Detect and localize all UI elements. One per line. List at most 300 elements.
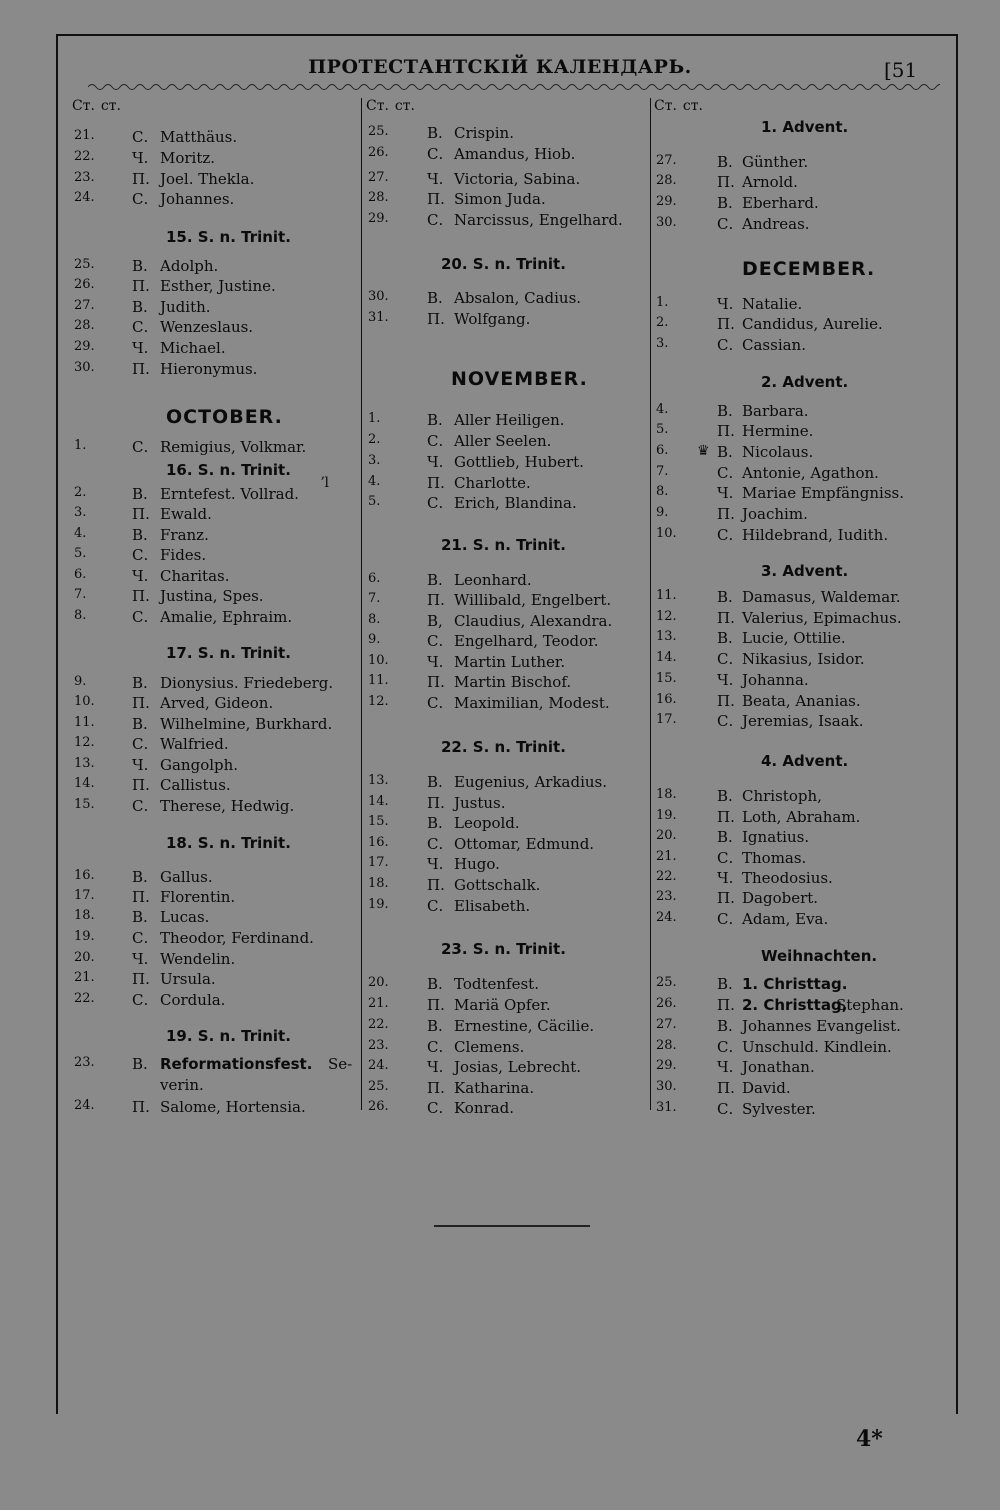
day-number: 2. bbox=[74, 485, 87, 500]
weekday-abbr: С. bbox=[132, 929, 149, 947]
saint-names: Claudius, Alexandra. bbox=[454, 612, 613, 630]
weekday-abbr: В. bbox=[717, 629, 733, 647]
day-entry bbox=[656, 671, 946, 691]
day-number: 18. bbox=[368, 876, 389, 891]
weekday-abbr: С. bbox=[427, 632, 444, 650]
day-entry bbox=[656, 1038, 946, 1058]
sunday-heading: 19. S. n. Trinit. bbox=[166, 1027, 291, 1045]
day-number: 9. bbox=[368, 632, 381, 647]
sunday-heading: 15. S. n. Trinit. bbox=[166, 228, 291, 246]
day-number: 23. bbox=[74, 170, 95, 185]
day-number: 22. bbox=[74, 149, 95, 164]
weekday-abbr: С. bbox=[427, 145, 444, 163]
day-number: 21. bbox=[74, 128, 95, 143]
weekday-abbr: С. bbox=[427, 1038, 444, 1056]
bottom-rule bbox=[434, 1225, 590, 1227]
day-entry bbox=[656, 629, 946, 649]
day-entry bbox=[368, 170, 648, 190]
day-number: 14. bbox=[368, 794, 389, 809]
day-entry bbox=[368, 773, 648, 793]
saint-names: Esther, Justine. bbox=[160, 277, 276, 295]
weekday-abbr: В. bbox=[427, 124, 443, 142]
day-entry bbox=[74, 298, 359, 318]
weekday-abbr: В. bbox=[132, 1055, 148, 1073]
column-header-new-style: Ст. bbox=[654, 98, 677, 114]
saint-names: Fides. bbox=[160, 546, 207, 564]
day-entry bbox=[74, 190, 359, 210]
saint-names: Willibald, Engelbert. bbox=[454, 591, 612, 609]
saint-names: Erntefest. Vollrad. bbox=[160, 485, 299, 503]
saint-names: Franz. bbox=[160, 526, 209, 544]
sunday-heading: 21. S. n. Trinit. bbox=[441, 536, 566, 554]
saint-names: Aller Seelen. bbox=[454, 432, 552, 450]
weekday-abbr: В. bbox=[132, 715, 148, 733]
weekday-abbr: С. bbox=[427, 211, 444, 229]
saint-names: Natalie. bbox=[742, 295, 803, 313]
weekday-abbr: С. bbox=[427, 1099, 444, 1117]
day-entry bbox=[656, 443, 946, 463]
day-number: 28. bbox=[74, 318, 95, 333]
weekday-abbr: В. bbox=[132, 526, 148, 544]
saint-names: Christoph, bbox=[742, 787, 822, 805]
day-entry bbox=[368, 835, 648, 855]
day-number: 12. bbox=[656, 609, 677, 624]
day-number: 21. bbox=[656, 849, 677, 864]
day-entry bbox=[368, 653, 648, 673]
saint-names: Arved, Gideon. bbox=[160, 694, 274, 712]
weekday-abbr: В. bbox=[717, 153, 733, 171]
weekday-abbr: П. bbox=[132, 505, 150, 523]
saint-names: Hieronymus. bbox=[160, 360, 258, 378]
weekday-abbr: Ч. bbox=[717, 671, 734, 689]
day-entry bbox=[656, 526, 946, 546]
saint-names: Johannes Evangelist. bbox=[742, 1017, 901, 1035]
day-entry bbox=[74, 694, 359, 714]
month-heading: OCTOBER. bbox=[166, 406, 283, 428]
day-entry bbox=[74, 505, 359, 525]
day-entry bbox=[74, 950, 359, 970]
saint-names: Judith. bbox=[160, 298, 211, 316]
day-number: 1. bbox=[368, 411, 381, 426]
day-entry bbox=[656, 215, 946, 235]
day-entry bbox=[656, 1017, 946, 1037]
weekday-abbr: П. bbox=[717, 609, 735, 627]
saint-names: Ottomar, Edmund. bbox=[454, 835, 595, 853]
day-entry bbox=[656, 1079, 946, 1099]
day-entry bbox=[74, 1098, 359, 1118]
weekday-abbr: С. bbox=[717, 849, 734, 867]
weekday-abbr: П. bbox=[427, 996, 445, 1014]
day-number: 22. bbox=[368, 1017, 389, 1032]
weekday-abbr: С. bbox=[132, 797, 149, 815]
saint-names: Andreas. bbox=[742, 215, 810, 233]
day-entry bbox=[368, 494, 648, 514]
saint-names: Sylvester. bbox=[742, 1100, 816, 1118]
day-entry bbox=[656, 609, 946, 629]
day-number: 15. bbox=[368, 814, 389, 829]
saint-names: Charitas. bbox=[160, 567, 230, 585]
weekday-abbr: С. bbox=[132, 608, 149, 626]
weekday-abbr: П. bbox=[717, 808, 735, 826]
day-number: 20. bbox=[368, 975, 389, 990]
saint-names: Amalie, Ephraim. bbox=[160, 608, 293, 626]
saint-names: Damasus, Waldemar. bbox=[742, 588, 901, 606]
day-entry bbox=[368, 794, 648, 814]
page-number: [51 bbox=[884, 58, 918, 82]
day-entry bbox=[74, 970, 359, 990]
saint-names: Walfried. bbox=[160, 735, 229, 753]
weekday-abbr: Ч. bbox=[427, 170, 444, 188]
day-entry bbox=[74, 1055, 359, 1075]
weekday-abbr: В. bbox=[427, 571, 443, 589]
weekday-abbr: С. bbox=[717, 712, 734, 730]
saint-names: Martin Bischof. bbox=[454, 673, 572, 691]
day-number: 19. bbox=[656, 808, 677, 823]
saint-names: 2. Christtag, bbox=[742, 996, 848, 1014]
day-entry bbox=[74, 674, 359, 694]
day-number: 26. bbox=[74, 277, 95, 292]
day-entry bbox=[74, 170, 359, 190]
day-number: 5. bbox=[368, 494, 381, 509]
day-entry bbox=[656, 194, 946, 214]
day-number: 29. bbox=[656, 1058, 677, 1073]
day-entry bbox=[368, 289, 648, 309]
day-entry bbox=[74, 991, 359, 1011]
column-header-new-style: Ст. bbox=[366, 98, 389, 114]
day-entry bbox=[74, 485, 359, 505]
day-entry bbox=[74, 438, 359, 458]
day-number: 16. bbox=[368, 835, 389, 850]
day-number: 25. bbox=[368, 124, 389, 139]
column-header-old-style: ст. bbox=[682, 98, 703, 114]
calendar-column-right bbox=[656, 98, 946, 1118]
day-entry bbox=[656, 889, 946, 909]
weekday-abbr: П. bbox=[427, 876, 445, 894]
saint-names: Moritz. bbox=[160, 149, 216, 167]
saint-names: Engelhard, Teodor. bbox=[454, 632, 599, 650]
weekday-abbr: С. bbox=[132, 991, 149, 1009]
day-number: 7. bbox=[74, 587, 87, 602]
saint-names: Nikasius, Isidor. bbox=[742, 650, 865, 668]
day-number: 15. bbox=[656, 671, 677, 686]
day-number: 8. bbox=[74, 608, 87, 623]
weekday-abbr: Ч. bbox=[427, 653, 444, 671]
day-number: 3. bbox=[656, 336, 669, 351]
weekday-abbr: П. bbox=[132, 277, 150, 295]
weekday-abbr: В. bbox=[132, 674, 148, 692]
page-title: ПРОТЕСТАНТСКІЙ КАЛЕНДАРЬ. bbox=[308, 56, 692, 78]
day-number: 17. bbox=[74, 888, 95, 903]
day-entry bbox=[368, 897, 648, 917]
weekday-abbr: Ч. bbox=[427, 855, 444, 873]
day-number: 23. bbox=[656, 889, 677, 904]
saint-names: Barbara. bbox=[742, 402, 809, 420]
day-entry bbox=[656, 336, 946, 356]
weekday-abbr: В. bbox=[717, 194, 733, 212]
saint-names: Wenzeslaus. bbox=[160, 318, 254, 336]
day-number: 30. bbox=[656, 215, 677, 230]
saint-names: Adam, Eva. bbox=[742, 910, 829, 928]
day-number: 23. bbox=[74, 1055, 95, 1070]
day-number: 25. bbox=[368, 1079, 389, 1094]
day-number: 25. bbox=[656, 975, 677, 990]
day-entry bbox=[74, 715, 359, 735]
fold-mark: ʼl bbox=[320, 475, 329, 491]
day-entry bbox=[656, 787, 946, 807]
day-entry bbox=[74, 546, 359, 566]
saint-names: Lucas. bbox=[160, 908, 210, 926]
weekday-abbr: С. bbox=[427, 897, 444, 915]
day-number: 3. bbox=[368, 453, 381, 468]
weekday-abbr: С. bbox=[427, 432, 444, 450]
weekday-abbr: П. bbox=[132, 170, 150, 188]
day-entry bbox=[368, 432, 648, 452]
saint-names: Martin Luther. bbox=[454, 653, 566, 671]
saint-names: Aller Heiligen. bbox=[454, 411, 565, 429]
saint-names: Justus. bbox=[454, 794, 506, 812]
saint-names: Leopold. bbox=[454, 814, 520, 832]
weekday-abbr: В. bbox=[717, 1017, 733, 1035]
day-entry bbox=[368, 1058, 648, 1078]
saint-names: Jonathan. bbox=[742, 1058, 815, 1076]
weekday-abbr: П. bbox=[427, 794, 445, 812]
sunday-heading: Weihnachten. bbox=[761, 947, 878, 965]
day-entry bbox=[74, 257, 359, 277]
day-number: 7. bbox=[368, 591, 381, 606]
column-separator bbox=[361, 98, 362, 1110]
sunday-heading: 17. S. n. Trinit. bbox=[166, 644, 291, 662]
saint-names: Lucie, Ottilie. bbox=[742, 629, 846, 647]
saint-names-extra: Se- bbox=[328, 1055, 353, 1073]
day-entry bbox=[656, 1058, 946, 1078]
weekday-abbr: П. bbox=[132, 1098, 150, 1116]
weekday-abbr: С. bbox=[132, 128, 149, 146]
weekday-abbr: В. bbox=[427, 289, 443, 307]
day-entry bbox=[656, 464, 946, 484]
day-entry bbox=[74, 277, 359, 297]
weekday-abbr: В. bbox=[717, 975, 733, 993]
day-number: 6. bbox=[368, 571, 381, 586]
day-number: 4. bbox=[74, 526, 87, 541]
saint-names: Josias, Lebrecht. bbox=[454, 1058, 582, 1076]
sunday-heading: 20. S. n. Trinit. bbox=[441, 255, 566, 273]
day-number: 4. bbox=[656, 402, 669, 417]
weekday-abbr: В. bbox=[427, 411, 443, 429]
day-entry bbox=[656, 712, 946, 732]
day-number: 5. bbox=[74, 546, 87, 561]
saint-names: Theodor, Ferdinand. bbox=[160, 929, 314, 947]
weekday-abbr: П. bbox=[427, 591, 445, 609]
day-entry bbox=[656, 650, 946, 670]
day-number: 20. bbox=[656, 828, 677, 843]
day-number: 26. bbox=[368, 1099, 389, 1114]
day-entry bbox=[656, 484, 946, 504]
saint-names: Elisabeth. bbox=[454, 897, 531, 915]
weekday-abbr: П. bbox=[427, 310, 445, 328]
weekday-abbr: С. bbox=[132, 546, 149, 564]
saint-names: Cassian. bbox=[742, 336, 806, 354]
day-number: 17. bbox=[656, 712, 677, 727]
weekday-abbr: Ч. bbox=[717, 1058, 734, 1076]
weekday-abbr: Ч. bbox=[132, 950, 149, 968]
weekday-abbr: В. bbox=[132, 298, 148, 316]
saint-names: David. bbox=[742, 1079, 791, 1097]
day-entry bbox=[656, 996, 946, 1016]
saint-names: Thomas. bbox=[742, 849, 807, 867]
day-entry bbox=[368, 591, 648, 611]
calendar-column-middle bbox=[368, 98, 648, 1118]
day-entry bbox=[368, 411, 648, 431]
day-number: 11. bbox=[74, 715, 95, 730]
day-entry bbox=[368, 190, 648, 210]
saint-names: Unschuld. Kindlein. bbox=[742, 1038, 892, 1056]
day-entry bbox=[656, 1100, 946, 1120]
day-number: 22. bbox=[656, 869, 677, 884]
day-number: 21. bbox=[368, 996, 389, 1011]
day-entry bbox=[368, 124, 648, 144]
day-entry bbox=[74, 797, 359, 817]
day-number: 4. bbox=[368, 474, 381, 489]
sunday-heading: 18. S. n. Trinit. bbox=[166, 834, 291, 852]
saint-names: Ewald. bbox=[160, 505, 212, 523]
day-entry bbox=[74, 888, 359, 908]
weekday-abbr: В. bbox=[717, 828, 733, 846]
day-number: 23. bbox=[368, 1038, 389, 1053]
day-number: 16. bbox=[74, 868, 95, 883]
day-number: 20. bbox=[74, 950, 95, 965]
weekday-abbr: В. bbox=[132, 257, 148, 275]
day-number: 26. bbox=[656, 996, 677, 1011]
day-number: 8. bbox=[368, 612, 381, 627]
saint-names: Todtenfest. bbox=[454, 975, 539, 993]
sunday-heading: 3. Advent. bbox=[761, 562, 849, 580]
day-entry bbox=[368, 310, 648, 330]
weekday-abbr: С. bbox=[717, 464, 734, 482]
day-entry bbox=[74, 318, 359, 338]
saint-names: Ursula. bbox=[160, 970, 216, 988]
day-number: 24. bbox=[656, 910, 677, 925]
weekday-abbr: С. bbox=[717, 215, 734, 233]
saint-names: Dionysius. Friedeberg. bbox=[160, 674, 334, 692]
sunday-heading: 22. S. n. Trinit. bbox=[441, 738, 566, 756]
calendar-column-left bbox=[74, 98, 359, 1118]
saint-names: Valerius, Epimachus. bbox=[742, 609, 902, 627]
day-number: 19. bbox=[74, 929, 95, 944]
day-number: 29. bbox=[368, 211, 389, 226]
weekday-abbr: В. bbox=[132, 908, 148, 926]
day-entry-continuation bbox=[74, 1076, 359, 1096]
weekday-abbr: С. bbox=[717, 650, 734, 668]
saint-names: Clemens. bbox=[454, 1038, 525, 1056]
day-number: 1. bbox=[656, 295, 669, 310]
day-entry bbox=[368, 145, 648, 165]
day-number: 18. bbox=[74, 908, 95, 923]
day-entry bbox=[74, 735, 359, 755]
day-entry bbox=[656, 849, 946, 869]
weekday-abbr: С. bbox=[132, 190, 149, 208]
day-entry bbox=[368, 632, 648, 652]
saint-names: Johanna. bbox=[742, 671, 809, 689]
day-entry bbox=[656, 692, 946, 712]
weekday-abbr: П. bbox=[717, 1079, 735, 1097]
day-number: 16. bbox=[656, 692, 677, 707]
weekday-abbr: Ч. bbox=[132, 339, 149, 357]
saint-names: Nicolaus. bbox=[742, 443, 814, 461]
signature-mark: 4* bbox=[856, 1426, 883, 1452]
saint-names: Florentin. bbox=[160, 888, 236, 906]
day-entry bbox=[74, 929, 359, 949]
weekday-abbr: В. bbox=[717, 402, 733, 420]
day-number: 9. bbox=[656, 505, 669, 520]
day-number: 10. bbox=[74, 694, 95, 709]
saint-names: verin. bbox=[160, 1076, 204, 1094]
day-number: 13. bbox=[74, 756, 95, 771]
weekday-abbr: П. bbox=[717, 422, 735, 440]
saint-names: Konrad. bbox=[454, 1099, 514, 1117]
weekday-abbr: С. bbox=[132, 438, 149, 456]
day-entry bbox=[656, 422, 946, 442]
saint-names: Therese, Hedwig. bbox=[160, 797, 295, 815]
day-entry bbox=[74, 756, 359, 776]
weekday-abbr: С. bbox=[717, 526, 734, 544]
day-number: 27. bbox=[368, 170, 389, 185]
weekday-abbr: В. bbox=[132, 485, 148, 503]
day-entry bbox=[368, 612, 648, 632]
day-number: 13. bbox=[368, 773, 389, 788]
day-number: 27. bbox=[74, 298, 95, 313]
saint-names: Dagobert. bbox=[742, 889, 819, 907]
weekday-abbr: Ч. bbox=[427, 453, 444, 471]
weekday-abbr: П. bbox=[717, 315, 735, 333]
saint-names: Antonie, Agathon. bbox=[742, 464, 879, 482]
weekday-abbr: В. bbox=[717, 787, 733, 805]
weekday-abbr: Ч. bbox=[132, 149, 149, 167]
day-number: 12. bbox=[368, 694, 389, 709]
saint-names: Reformationsfest. bbox=[160, 1055, 313, 1073]
saint-names: Matthäus. bbox=[160, 128, 238, 146]
day-entry bbox=[74, 339, 359, 359]
weekday-abbr: С. bbox=[427, 694, 444, 712]
day-entry bbox=[74, 526, 359, 546]
day-number: 24. bbox=[74, 190, 95, 205]
saint-names: Theodosius. bbox=[742, 869, 833, 887]
saint-names: Remigius, Volkmar. bbox=[160, 438, 307, 456]
day-entry bbox=[368, 211, 648, 231]
day-number: 14. bbox=[656, 650, 677, 665]
day-number: 28. bbox=[656, 1038, 677, 1053]
day-entry bbox=[368, 1038, 648, 1058]
saint-names: Hildebrand, Iudith. bbox=[742, 526, 889, 544]
day-number: 6. bbox=[656, 443, 669, 458]
day-number: 19. bbox=[368, 897, 389, 912]
weekday-abbr: Ч. bbox=[717, 869, 734, 887]
saint-names: Gottschalk. bbox=[454, 876, 541, 894]
saint-names: Crispin. bbox=[454, 124, 514, 142]
saint-names: Maximilian, Modest. bbox=[454, 694, 610, 712]
column-header bbox=[72, 98, 121, 114]
day-number: 13. bbox=[656, 629, 677, 644]
day-number: 31. bbox=[656, 1100, 677, 1115]
saint-names: Ignatius. bbox=[742, 828, 810, 846]
day-entry bbox=[368, 876, 648, 896]
day-number: 30. bbox=[656, 1079, 677, 1094]
weekday-abbr: П. bbox=[427, 474, 445, 492]
weekday-abbr: В. bbox=[717, 443, 733, 461]
weekday-abbr: П. bbox=[132, 970, 150, 988]
day-number: 30. bbox=[368, 289, 389, 304]
day-entry bbox=[368, 814, 648, 834]
weekday-abbr: С. bbox=[427, 835, 444, 853]
